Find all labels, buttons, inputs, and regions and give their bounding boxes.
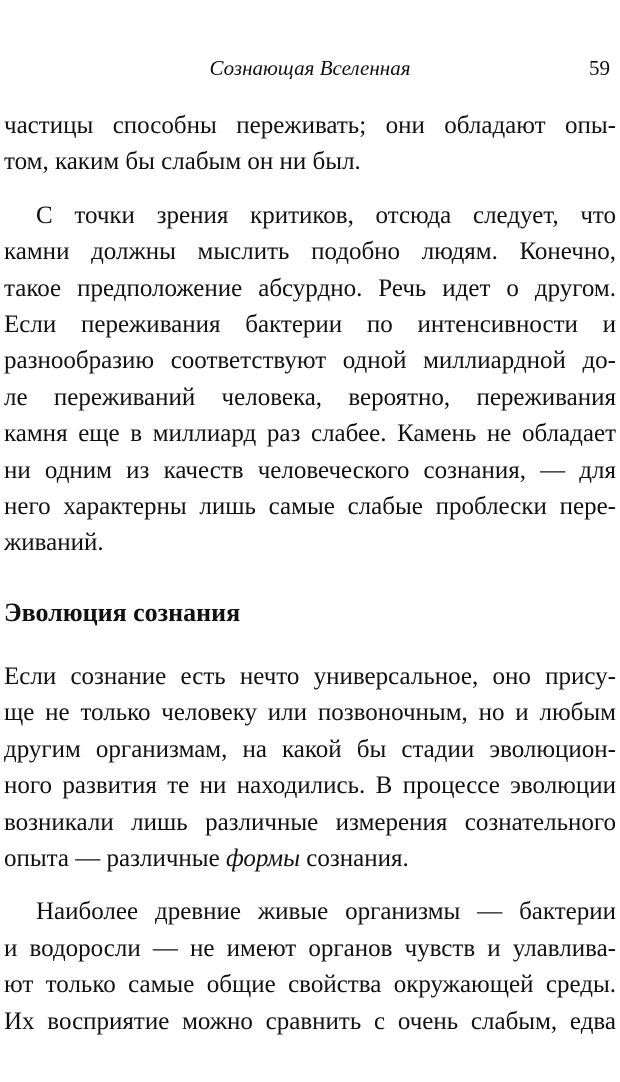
text-line: камни должны мыслить подобно людям. Конечно, [4,238,616,266]
text-line: ют только самые общие свойства окружающей среды. [4,971,616,999]
text-line: него характерны лишь самые слабые проблески пере- [4,493,616,521]
text-line: ле переживаний человека, вероятно, переживания [4,383,616,411]
text-line: и водоросли — не имеют органов чувств и улавлива- [4,934,616,962]
text-line: другим организмам, на какой бы стадии эволюцион- [4,735,616,763]
running-header: Сознающая Вселенная [209,56,411,80]
paragraph-3 [4,659,616,877]
text-line: Их восприятие можно сравнить с очень слабым, едва [4,1007,616,1035]
text-line [4,841,616,877]
paragraph-4 [4,894,616,1040]
text-run: сознания. [300,844,409,872]
text-line: Наиболее древние живые организмы — бактерии [36,898,616,926]
text-line: камня еще в миллиард раз слабее. Камень не обладает [4,420,616,448]
page-content [4,108,616,1057]
text-line: частицы способны переживать; они обладают опы- [4,112,616,139]
paragraph-1 [4,108,616,181]
text-line: Если сознание есть нечто универсальное, оно прису- [4,662,616,690]
text-line: том, каким бы слабым он ни был. [4,148,361,176]
section-heading: Эволюция сознания [4,597,241,627]
page-number: 59 [589,56,610,80]
text-run: опыта — различные [4,844,226,872]
text-line: ще не только человеку или позвоночным, но и любым [4,699,616,727]
text-line: такое предположение абсурдно. Речь идет о другом. [4,274,616,302]
paragraph-2 [4,198,616,562]
emphasized-word: формы [225,844,300,872]
text-line: живаний. [4,529,104,557]
text-line: Если переживания бактерии по интенсивности и [4,311,616,339]
text-line: разнообразию соответствуют одной миллиардной до- [4,347,616,375]
text-line: С точки зрения критиков, отсюда следует, что [36,201,616,229]
text-line: возникали лишь различные измерения сознательного [4,808,616,836]
text-line: ного развития те ни находились. В процессе эволюции [4,772,616,800]
text-line: ни одним из качеств человеческого сознания, — для [4,456,616,484]
